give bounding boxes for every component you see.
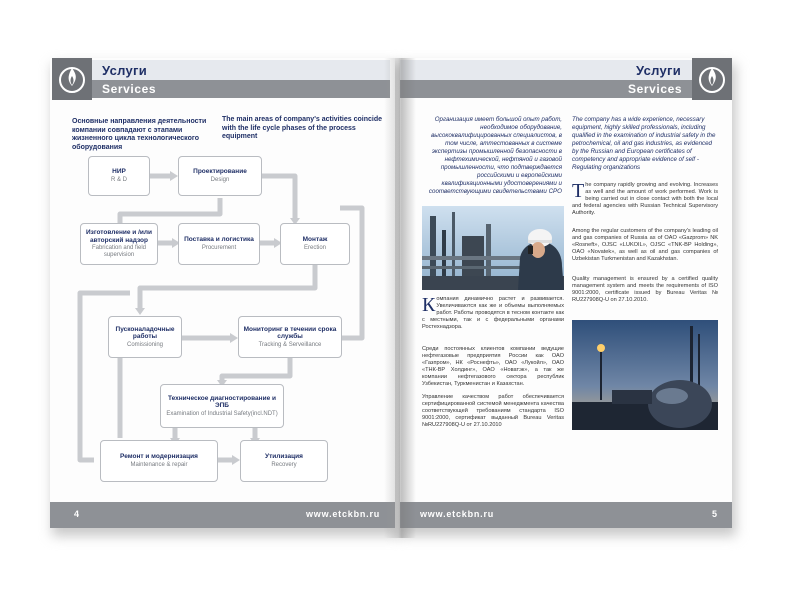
book-spine-shading bbox=[384, 58, 416, 538]
drop-cap-en: T bbox=[572, 180, 585, 202]
box-examination-en: Examination of Industrial Safety(incl.NDT) bbox=[166, 410, 278, 417]
header-title-ru: Услуги bbox=[636, 63, 682, 78]
right-header bbox=[400, 58, 732, 102]
box-recovery-en: Recovery bbox=[271, 461, 297, 468]
intro-italic-en: The company has a wide experience, necessary equipment, highly skilled professionals, including qualified in the examination of industrial safety in the petrochemical, oil and gas industries, as evidenced by the Russian and European certificates of competency and appropriate evidence of self - Regulating organizations bbox=[572, 116, 716, 171]
paragraph-en-2: Among the regular customers of the company's leading oil and gas companies of Russia as of OAO «Gazprom» NK «Rosneft», OJSC «LUKOIL», OJSC «TNK-BP Holding», OAO «Novatek», as well as oil and gas companies of Uzbekistan Turkmenistan and Kazakhstan. bbox=[572, 228, 718, 262]
paragraph-en-3: Quality management is ensured by a certified quality management system and meets the requirements of ISO 9001:2000, certificate issued by Bureau Veritas № RU227908Q-U on 27.10.2010. bbox=[572, 276, 718, 303]
box-maintenance-en: Maintenance & repair bbox=[130, 461, 188, 468]
box-design-en: Design bbox=[210, 176, 230, 183]
box-procurement bbox=[178, 223, 260, 265]
flame-logo-icon bbox=[698, 64, 726, 94]
footer-url-right[interactable]: www.etckbn.ru bbox=[420, 509, 495, 519]
box-erection-ru: Монтаж bbox=[302, 236, 328, 244]
photo-engineer-refinery bbox=[422, 206, 564, 290]
header-title-en: Services bbox=[102, 82, 157, 96]
paragraph-en-1 bbox=[572, 182, 718, 217]
right-footer bbox=[400, 502, 732, 528]
intro-text-ru: Основные направления деятельности компании совпадают с этапами жизненного цикла технологического оборудования bbox=[72, 118, 207, 151]
box-commissioning-en: Comissioning bbox=[126, 341, 163, 348]
header-title-en: Services bbox=[628, 82, 683, 96]
box-fabrication-ru: Изготовление и /или авторский надзор bbox=[85, 229, 153, 244]
box-rd-en: R & D bbox=[110, 176, 127, 183]
box-recovery bbox=[240, 440, 328, 482]
drop-cap-ru: К bbox=[422, 294, 436, 316]
paragraph-ru-1-text: омпания динамично растет и развивается. Увеличиваются как же и объемы выполняемых работ. Работы проводятся в тесном контакте как с местными, так и с федеральными органами Ростехнадзора. bbox=[422, 296, 564, 330]
page-number-right: 5 bbox=[712, 509, 718, 519]
box-fabrication-en: Fabrication and field supervision bbox=[91, 245, 147, 258]
box-rd-ru: НИР bbox=[112, 168, 126, 176]
paragraph-ru-2: Среди постоянных клиентов компании ведущие нефтегазовые предприятия России как ОАО «Газпром», НК «Роснефть», ОАО «Лукойл», ОАО «ТНК-ВР Холдинг», ОАО «Новатэк», а так же компании нефтегазового сектора республик Узбекистан, Туркменистан и Казахстан. bbox=[422, 346, 564, 387]
box-commissioning-ru: Пусконаладочные работы bbox=[115, 325, 175, 340]
box-fabrication bbox=[80, 223, 158, 265]
box-examination-ru: Техническое диагностирование и ЭПБ bbox=[167, 394, 277, 409]
box-tracking-ru: Мониторинг в течении срока службы bbox=[243, 325, 337, 340]
box-commissioning bbox=[108, 316, 182, 358]
box-design-ru: Проектирование bbox=[193, 168, 247, 176]
left-footer bbox=[50, 502, 395, 528]
box-rd bbox=[88, 156, 150, 196]
right-page bbox=[400, 58, 732, 528]
intro-italic-ru: Организация имеет большой опыт работ, необходимое оборудование, высококвалифицированных специалистов, в том числе, аттестованных в системе экспертизы промышленной безопасности в нефтехимической, нефтяной и газовой промышленности, что подтверждается российскими и европейскими квалификационными удостоверениями и соответствующими свидетельствами СРО bbox=[428, 116, 562, 195]
photo-gas-tanks-dusk bbox=[572, 320, 718, 430]
company-logo bbox=[692, 58, 732, 100]
box-examination bbox=[160, 384, 284, 428]
paragraph-ru-1 bbox=[422, 296, 564, 331]
box-maintenance-ru: Ремонт и модернизация bbox=[120, 453, 198, 461]
box-design bbox=[178, 156, 262, 196]
box-procurement-en: Procurement bbox=[201, 244, 237, 251]
box-tracking-en: Tracking & Serveillance bbox=[258, 341, 322, 348]
box-maintenance bbox=[100, 440, 218, 482]
footer-url-left[interactable]: www.etckbn.ru bbox=[306, 509, 381, 519]
page-number-left: 4 bbox=[74, 509, 80, 519]
box-erection-en: Erection bbox=[303, 244, 326, 251]
header-title-ru: Услуги bbox=[102, 63, 148, 78]
box-procurement-ru: Поставка и логистика bbox=[184, 236, 254, 244]
intro-text-en: The main areas of company's activities coincide with the life cycle phases of the process equipment bbox=[222, 116, 383, 140]
left-page bbox=[50, 58, 395, 528]
box-tracking bbox=[238, 316, 342, 358]
paragraph-en-1-text: he company rapidly growing and evolving. Increases as well and the amount of work performed. Work is being carried out in close contact with both the local and federal agencies with Russian Technical Supervisory Authority. bbox=[572, 182, 718, 216]
box-erection bbox=[280, 223, 350, 265]
box-recovery-ru: Утилизация bbox=[265, 453, 303, 461]
paragraph-ru-3: Управление качеством работ обеспечивается сертифицированной системой менеджмента качества соответствующей требованиям стандарта ISO 9001:2000, сертификат выданный Bureau Veritas №RU227908Q-U от 27.10.2010 bbox=[422, 394, 564, 428]
